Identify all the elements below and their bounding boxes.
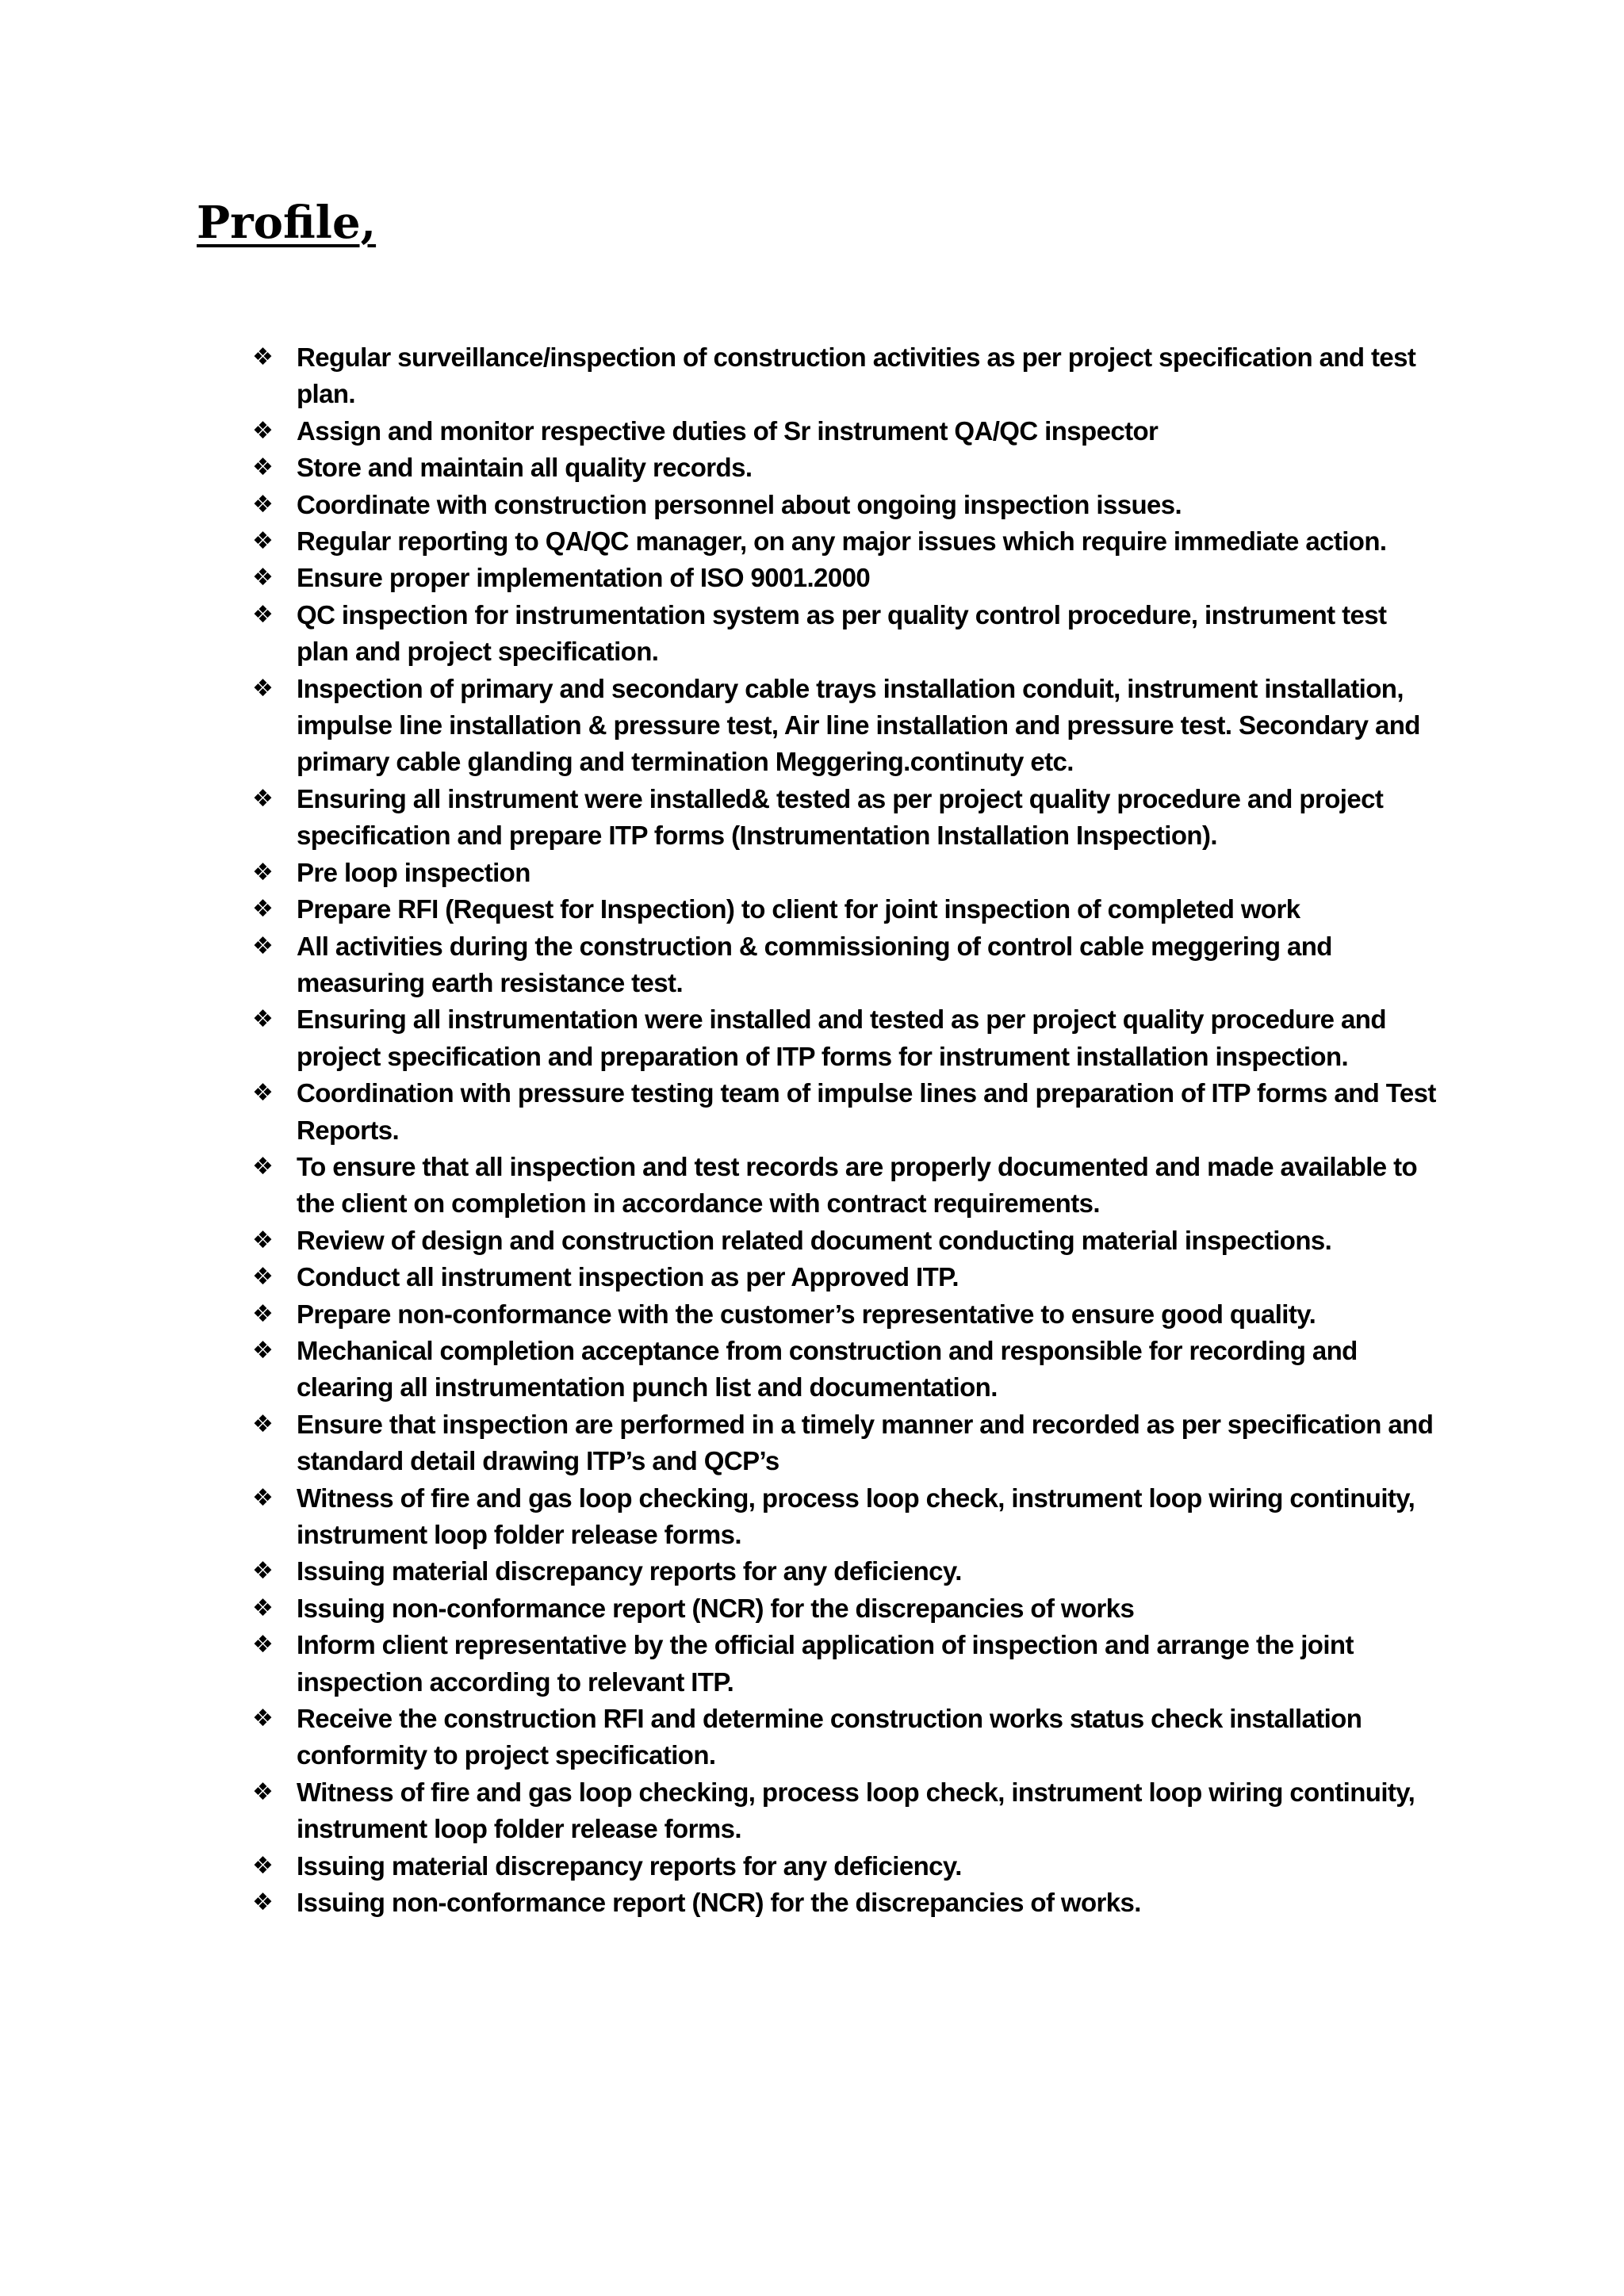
list-item [252,1848,1442,1885]
list-item-text: Review of design and construction related document conducting material inspections. [297,1225,1332,1255]
list-item [252,1885,1442,1921]
list-item [252,1001,1442,1075]
four-diamond-bullet-icon: ❖ [252,1557,274,1586]
list-item-text: Ensuring all instrument were installed& tested as per project quality procedure and project specification and prepare ITP forms (Instrumentation Installation Inspection). [297,783,1384,851]
four-diamond-bullet-icon: ❖ [252,416,274,445]
list-item [252,928,1442,1002]
list-item [252,1774,1442,1848]
list-item-text: Conduct all instrument inspection as per Approved ITP. [297,1262,959,1292]
four-diamond-bullet-icon: ❖ [252,1888,274,1917]
four-diamond-bullet-icon: ❖ [252,1777,274,1806]
list-item-text: Inform client representative by the official application of inspection and arrange the joint inspection according to relevant ITP. [297,1630,1354,1697]
four-diamond-bullet-icon: ❖ [252,527,274,556]
list-item-text: Regular surveillance/inspection of construction activities as per project specification and test plan. [297,342,1416,409]
list-item-text: Ensure proper implementation of ISO 9001.2000 [297,563,871,593]
page-title: Profile, [197,197,377,249]
list-item [252,1259,1442,1295]
four-diamond-bullet-icon: ❖ [252,1705,274,1733]
four-diamond-bullet-icon: ❖ [252,1152,274,1181]
four-diamond-bullet-icon: ❖ [252,453,274,482]
four-diamond-bullet-icon: ❖ [252,1851,274,1880]
four-diamond-bullet-icon: ❖ [252,784,274,813]
list-item-text: Ensure that inspection are performed in a timely manner and recorded as per specification and standard detail drawing ITP’s and QCP’s [297,1409,1434,1476]
list-item [252,450,1442,486]
four-diamond-bullet-icon: ❖ [252,600,274,629]
list-item [252,523,1442,560]
four-diamond-bullet-icon: ❖ [252,1336,274,1364]
list-item [252,891,1442,928]
list-item-text: Store and maintain all quality records. [297,453,753,483]
four-diamond-bullet-icon: ❖ [252,858,274,886]
four-diamond-bullet-icon: ❖ [252,1005,274,1034]
four-diamond-bullet-icon: ❖ [252,564,274,592]
list-item [252,1480,1442,1554]
four-diamond-bullet-icon: ❖ [252,674,274,702]
list-item-text: Pre loop inspection [297,857,530,887]
list-item [252,1333,1442,1406]
four-diamond-bullet-icon: ❖ [252,932,274,960]
list-item [252,1075,1442,1149]
list-item [252,339,1442,413]
list-item-text: Prepare non-conformance with the customer’s representative to ensure good quality. [297,1299,1316,1329]
list-item-text: To ensure that all inspection and test records are properly documented and made available to the client on completion in accordance with contract requirements. [297,1151,1418,1219]
four-diamond-bullet-icon: ❖ [252,343,274,371]
list-item-text: Issuing non-conformance report (NCR) for the discrepancies of works [297,1593,1135,1623]
list-item-text: Ensuring all instrumentation were installed and tested as per project quality procedure and project specification and preparation of ITP forms for instrument installation inspection. [297,1004,1386,1071]
list-item [252,413,1442,450]
list-item [252,1406,1442,1480]
list-item [252,855,1442,891]
list-item [252,1701,1442,1774]
list-item-text: Witness of fire and gas loop checking, process loop check, instrument loop wiring continuity, instrument loop folder release forms. [297,1777,1415,1844]
list-item-text: Regular reporting to QA/QC manager, on any major issues which require immediate action. [297,526,1387,557]
list-item [252,597,1442,671]
four-diamond-bullet-icon: ❖ [252,1483,274,1512]
list-item [252,1296,1442,1333]
list-item [252,487,1442,523]
list-item [252,1553,1442,1590]
list-item-text: Receive the construction RFI and determine construction works status check installation conformity to project specification. [297,1704,1362,1770]
list-item [252,560,1442,596]
list-item [252,1627,1442,1701]
list-item [252,1149,1442,1223]
list-item-text: QC inspection for instrumentation system as per quality control procedure, instrument test plan and project specification. [297,599,1387,667]
list-item [252,781,1442,855]
list-item-text: Mechanical completion acceptance from construction and responsible for recording and clearing all instrumentation punch list and documentation. [297,1335,1358,1402]
list-item-text: Issuing non-conformance report (NCR) for the discrepancies of works. [297,1888,1141,1918]
list-item-text: Issuing material discrepancy reports for any deficiency. [297,1850,962,1881]
list-item-text: All activities during the construction & commissioning of control cable meggering and measuring earth resistance test. [297,931,1332,997]
four-diamond-bullet-icon: ❖ [252,895,274,924]
list-item-text: Assign and monitor respective duties of Sr instrument QA/QC inspector [297,415,1159,446]
four-diamond-bullet-icon: ❖ [252,1410,274,1438]
list-item [252,671,1442,781]
four-diamond-bullet-icon: ❖ [252,490,274,519]
list-item-text: Prepare RFI (Request for Inspection) to client for joint inspection of completed work [297,894,1300,924]
four-diamond-bullet-icon: ❖ [252,1226,274,1254]
four-diamond-bullet-icon: ❖ [252,1594,274,1622]
list-item-text: Witness of fire and gas loop checking, process loop check, instrument loop wiring continuity, instrument loop folder release forms. [297,1483,1415,1549]
list-item-text: Coordination with pressure testing team of impulse lines and preparation of ITP forms and Test Reports. [297,1078,1436,1145]
four-diamond-bullet-icon: ❖ [252,1263,274,1292]
list-item [252,1223,1442,1259]
list-item-text: Issuing material discrepancy reports for any deficiency. [297,1556,962,1586]
list-item [252,1590,1442,1627]
four-diamond-bullet-icon: ❖ [252,1299,274,1328]
list-item-text: Coordinate with construction personnel about ongoing inspection issues. [297,489,1182,519]
list-item-text: Inspection of primary and secondary cable trays installation conduit, instrument installation, impulse line installation & pressure test, Air line installation and pressure test. Secondary and primary cable glanding and termination Meggering.continuty etc. [297,673,1420,777]
four-diamond-bullet-icon: ❖ [252,1079,274,1108]
four-diamond-bullet-icon: ❖ [252,1631,274,1659]
profile-bullet-list [252,339,1442,1921]
